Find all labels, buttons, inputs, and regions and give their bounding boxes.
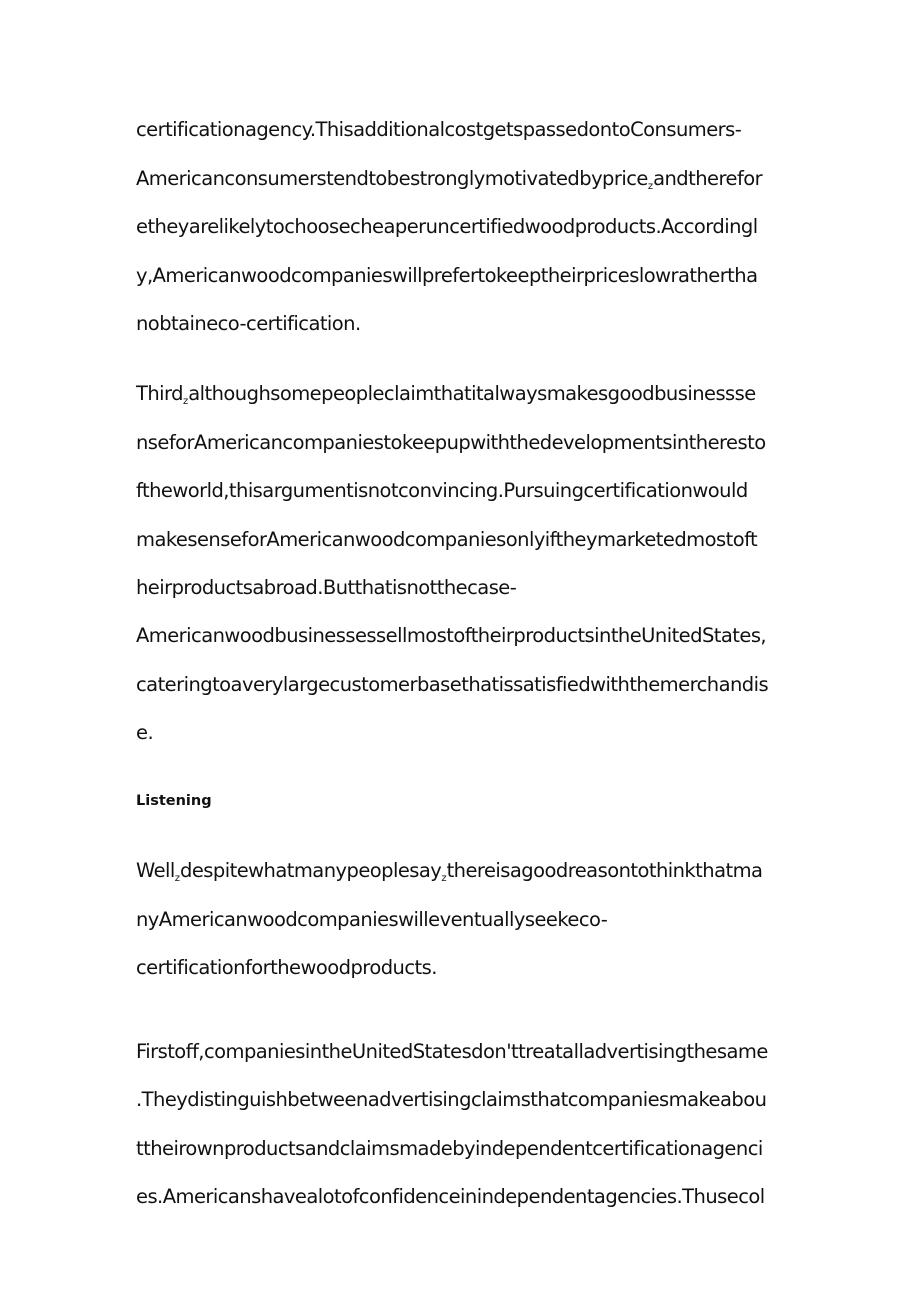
subscript-mark: z xyxy=(441,873,447,884)
text-line: nobtaineco-certification. xyxy=(136,312,361,335)
text-line: ttheirownproductsandclaimsmadebyindependentcertificationagenci xyxy=(136,1137,763,1160)
text-span: thereisagoodreasontothinkthatma xyxy=(446,859,763,882)
text-line xyxy=(136,382,756,414)
text-line: .Theydistinguishbetweenadvertisingclaimsthatcompaniesmakeabou xyxy=(136,1088,767,1111)
text-line: nyAmericanwoodcompanieswilleventuallyseekeco- xyxy=(136,908,608,931)
text-span: despitewhatmanypeoplesay xyxy=(180,859,442,882)
text-span: Third xyxy=(136,382,183,405)
text-span: althoughsomepeopleclaimthatitalwaysmakesgoodbusinessse xyxy=(188,382,756,405)
text-span: andtherefor xyxy=(653,167,763,190)
text-line: Firstoff,companiesintheUnitedStatesdon'ttreatalladvertisingthesame xyxy=(136,1040,768,1063)
text-line: certificationagency.ThisadditionalcostgetspassedontoConsumers- xyxy=(136,118,742,141)
text-line xyxy=(136,859,762,891)
text-line: AmericanwoodbusinessessellmostoftheirproductsintheUnitedStates, xyxy=(136,624,767,647)
text-line: ftheworld,thisargumentisnotconvincing.Pursuingcertificationwould xyxy=(136,479,748,502)
text-line: etheyarelikelytochoosecheaperuncertifiedwoodproducts.Accordingl xyxy=(136,215,758,238)
subscript-mark: z xyxy=(183,396,189,407)
text-line: certificationforthewoodproducts. xyxy=(136,956,437,979)
text-line: heirproductsabroad.Butthatisnotthecase- xyxy=(136,576,517,599)
text-span: Well xyxy=(136,859,175,882)
text-line: y,Americanwoodcompanieswillprefertokeeptheirpriceslowratherthа xyxy=(136,264,758,287)
subscript-mark: z xyxy=(174,873,181,884)
section-heading: Listening xyxy=(136,793,212,809)
text-line: makesenseforAmericanwoodcompaniesonlyiftheymarketedmostoft xyxy=(136,528,758,551)
subscript-mark: z xyxy=(647,181,654,192)
text-line: cateringtoaverylargecustomerbasethatissatisfiedwiththemerchandis xyxy=(136,673,769,696)
text-line: nseforAmericancompaniestokeepupwiththedevelopmentsintheresto xyxy=(136,431,766,454)
text-line xyxy=(136,167,762,199)
text-line: es.Americanshavealotofconfidenceinindependentagencies.Thusecol xyxy=(136,1185,765,1208)
text-line: e. xyxy=(136,721,154,744)
text-span: Americanconsumerstendtobestronglymotivatedbyprice xyxy=(136,167,648,190)
